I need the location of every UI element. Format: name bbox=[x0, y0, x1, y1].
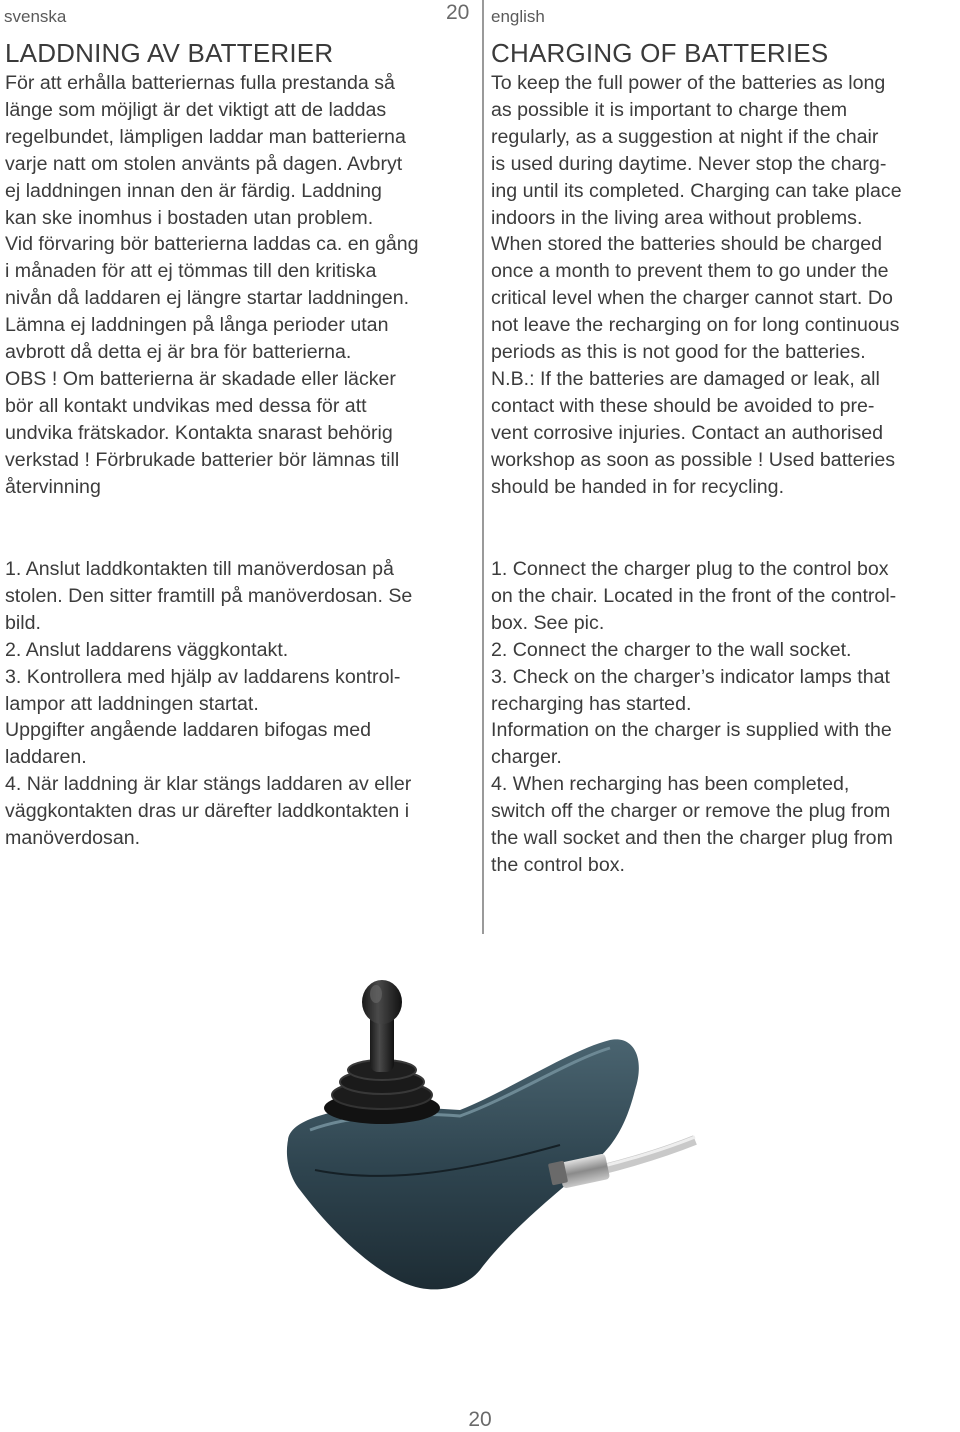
svenska-steps: 1. Anslut laddkontakten till manöverdosan på stolen. Den sitter framtill på manöverdosan. Se bild. 2. Anslut laddarens väggkontakt. 3. Kontrollera med hjälp av laddarens kontrol- lampor att laddningen startat. Uppgifter angående laddaren bifogas med laddaren. 4. När laddning är klar stängs laddaren av eller väggkontakten dras ur därefter laddkontakten i manöverdosan. bbox=[5, 558, 413, 850]
joystick-knob-highlight bbox=[370, 985, 382, 1003]
english-body: To keep the full power of the batteries as long as possible it is important to charge them regularly, as a suggestion at night if the chair is used during daytime. Never stop the charg- ing until its completed. Charging can take place indoors in the living area without problems. When stored the batteries should be charged once a month to prevent them to go under the critical level when the charger cannot start. Do not leave the recharging on for long continuous periods as this is not good for the batteries. N.B.: If the batteries are damaged or leak, all contact with these should be avoided to pre- vent corrosive injuries. Contact an authorised workshop as soon as possible ! Used batteries should be handed in for recycling. bbox=[491, 72, 902, 498]
english-steps-section bbox=[491, 556, 960, 879]
language-label-svenska: svenska bbox=[4, 7, 67, 26]
joystick-knob bbox=[362, 980, 402, 1024]
english-steps: 1. Connect the charger plug to the control box on the chair. Located in the front of the control- box. See pic. 2. Connect the charger to the wall socket. 3. Check on the charger’s indicator lamps that recharging has started. Information on the charger is supplied with the charger. 4. When recharging has been completed, switch off the charger or remove the plug from the wall socket and then the charger plug from the control box. bbox=[491, 558, 897, 876]
column-divider bbox=[482, 0, 484, 934]
page-number-bottom: 20 bbox=[468, 1408, 492, 1431]
svenska-title: LADDNING AV BATTERIER bbox=[5, 38, 334, 68]
page-number-top: 20 bbox=[446, 1, 470, 24]
control-box-photo bbox=[270, 970, 710, 1300]
english-title: CHARGING OF BATTERIES bbox=[491, 38, 829, 68]
svenska-section bbox=[5, 38, 475, 501]
english-section bbox=[491, 38, 960, 501]
svenska-steps-section bbox=[5, 556, 475, 852]
language-label-english: english bbox=[491, 7, 545, 26]
svenska-body: För att erhålla batteriernas fulla prestanda så länge som möjligt är det viktigt att de laddas regelbundet, lämpligen laddar man batterierna varje natt om stolen använts på dagen. Avbryt ej laddningen innan den är färdig. Laddning kan ske inomhus i bostaden utan problem. Vid förvaring bör batterierna laddas ca. en gång i månaden för att ej tömmas till den kritiska nivån då laddaren ej längre startar laddningen. Lämna ej laddningen på långa perioder utan avbrott då detta ej är bra för batterierna. OBS ! Om batterierna är skadade eller läcker bör all kontakt undvikas med dessa för att undvika frätskador. Kontakta snarast behörig verkstad ! Förbrukade batterier bör lämnas till återvinning bbox=[5, 72, 419, 498]
